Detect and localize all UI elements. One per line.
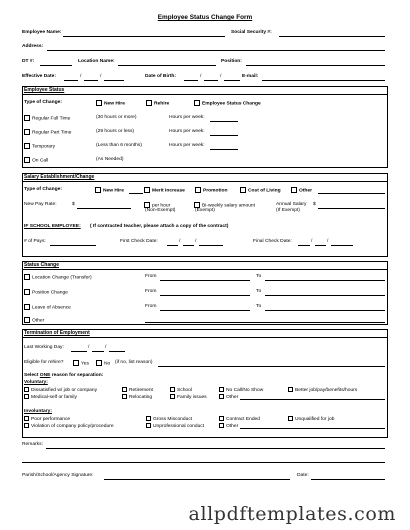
status-other-option[interactable]: Other: [24, 317, 44, 324]
annual-salary-field[interactable]: [318, 208, 385, 209]
position-to-field[interactable]: [265, 295, 385, 296]
last-day-year[interactable]: [109, 351, 125, 352]
involuntary-other-field[interactable]: [240, 428, 385, 429]
salary-type-of-change-label: Type of Change:: [24, 187, 62, 192]
employee-name-label: Employee Name:: [22, 30, 62, 35]
regular-full-time-checkbox[interactable]: [24, 115, 30, 121]
salary-new-hire-checkbox[interactable]: [95, 187, 101, 193]
better-job-checkbox[interactable]: [288, 387, 293, 392]
final-check-day[interactable]: [315, 245, 326, 246]
contract-ended-option[interactable]: Contract Ended: [219, 416, 260, 423]
leave-from-field[interactable]: [160, 310, 250, 311]
to-label: To: [256, 274, 262, 279]
status-change-section: [22, 261, 388, 325]
form-title: Employee Status Change Form: [157, 14, 253, 21]
relocating-checkbox[interactable]: [122, 394, 127, 399]
rehire-no-note: (if no, list reason): [115, 360, 153, 365]
termination-title: Termination of Employment: [24, 330, 90, 336]
final-check-year[interactable]: [331, 245, 353, 246]
part-time-hours-note: (29 hours or less): [96, 129, 135, 134]
better-job-option[interactable]: Better job/pay/benefits/hours: [288, 387, 357, 394]
date-slash: /: [195, 239, 197, 244]
voluntary-other-option[interactable]: Other: [219, 394, 238, 401]
promotion-option[interactable]: Promotion: [195, 187, 227, 194]
promotion-checkbox[interactable]: [195, 187, 201, 193]
poor-performance-checkbox[interactable]: [24, 416, 29, 421]
effective-date-day[interactable]: [84, 80, 98, 81]
email-label: E-mail:: [242, 74, 259, 79]
merit-increase-option[interactable]: Merit Increase: [144, 187, 185, 194]
dissatisfied-option[interactable]: Dissatisfied w/ job or company: [24, 387, 97, 394]
email-field[interactable]: [262, 80, 385, 81]
salary-new-hire-blank: [129, 193, 143, 194]
leave-to-field[interactable]: [265, 310, 385, 311]
rehire-yes-option[interactable]: Yes: [73, 360, 89, 367]
date-slash: /: [327, 239, 329, 244]
unqualified-option[interactable]: Unqualified for job: [288, 416, 334, 423]
date-slash: /: [179, 239, 181, 244]
employee-status-section: [22, 86, 388, 168]
date-label: Date:: [297, 473, 309, 478]
date-slash: /: [220, 74, 222, 79]
effective-date-year[interactable]: [104, 80, 124, 81]
part-time-hours-field[interactable]: [210, 135, 238, 136]
ssn-field[interactable]: [279, 36, 385, 37]
date-slash: /: [311, 239, 313, 244]
voluntary-other-field[interactable]: [240, 399, 385, 400]
location-from-field[interactable]: [160, 280, 250, 281]
policy-violation-checkbox[interactable]: [24, 423, 29, 428]
temporary-checkbox[interactable]: [24, 143, 30, 149]
temporary-hours-field[interactable]: [210, 149, 238, 150]
from-label: From: [145, 289, 157, 294]
family-issues-checkbox[interactable]: [170, 394, 175, 399]
location-name-field[interactable]: [118, 65, 216, 66]
unprofessional-conduct-checkbox[interactable]: [146, 423, 151, 428]
last-working-day-label: Last Working Day:: [24, 345, 64, 350]
salary-other-checkbox[interactable]: [291, 187, 297, 193]
rehire-reason-field[interactable]: [158, 366, 385, 367]
no-call-no-show-checkbox[interactable]: [219, 387, 224, 392]
new-pay-rate-field[interactable]: [77, 208, 131, 209]
new-hire-option[interactable]: New Hire: [96, 100, 125, 107]
date-slash: /: [80, 74, 82, 79]
full-time-hours-field[interactable]: [210, 121, 238, 122]
leave-of-absence-checkbox[interactable]: [24, 304, 30, 310]
voluntary-label: Voluntary:: [24, 380, 48, 385]
salary-other-option[interactable]: Other: [291, 187, 312, 194]
from-label: From: [145, 304, 157, 309]
last-day-day[interactable]: [92, 351, 104, 352]
remarks-field-2[interactable]: [22, 462, 385, 463]
medical-option[interactable]: Medical-self or family: [24, 394, 77, 401]
salary-other-field[interactable]: [318, 193, 385, 194]
divider: [22, 337, 388, 338]
location-to-field[interactable]: [265, 280, 385, 281]
poor-performance-option[interactable]: Poor performance: [24, 416, 70, 423]
date-slash: /: [88, 345, 90, 350]
family-issues-option[interactable]: Family issues: [170, 394, 207, 401]
num-pays-label: # of Pays:: [24, 239, 46, 244]
num-pays-field[interactable]: [50, 245, 96, 246]
date-slash: /: [200, 74, 202, 79]
rehire-no-option[interactable]: No: [96, 360, 110, 367]
dob-day[interactable]: [204, 80, 218, 81]
effective-date-month[interactable]: [64, 80, 78, 81]
address-field[interactable]: [47, 50, 385, 51]
hours-per-week-label: Hours per week:: [169, 143, 205, 148]
first-check-day[interactable]: [183, 245, 194, 246]
dt-field[interactable]: [40, 65, 72, 66]
per-hour-option[interactable]: per hour: [144, 202, 170, 209]
employee-status-title: Employee Status: [24, 87, 65, 93]
type-of-change-label: Type of Change:: [24, 100, 62, 105]
watermark: allpdftemplates.com: [188, 503, 396, 525]
on-call-checkbox[interactable]: [24, 157, 30, 163]
dollar-sign: $: [313, 202, 316, 207]
medical-checkbox[interactable]: [24, 394, 29, 399]
signature-label: Parish/School/Agency Signature:: [22, 473, 94, 478]
dissatisfied-checkbox[interactable]: [24, 387, 29, 392]
school-employee-note: ( If contracted teacher, please attach a copy of the contract): [90, 224, 229, 229]
rehire-yes-checkbox[interactable]: [73, 360, 79, 366]
unprofessional-conduct-option[interactable]: Unprofessional conduct: [146, 423, 204, 430]
cost-of-living-option[interactable]: Cost of Living: [240, 187, 281, 194]
date-field[interactable]: [311, 479, 385, 480]
hours-per-week-label: Hours per week:: [169, 129, 205, 134]
from-label: From: [145, 274, 157, 279]
gross-misconduct-option[interactable]: Gross Misconduct: [146, 416, 192, 423]
location-change-checkbox[interactable]: [24, 274, 30, 280]
remarks-label: Remarks:: [22, 442, 43, 447]
temporary-hours-note: (Less than 6 months): [96, 143, 142, 148]
new-hire-checkbox[interactable]: [96, 100, 102, 106]
retirement-checkbox[interactable]: [122, 387, 127, 392]
leave-of-absence-option[interactable]: Leave of Absence: [24, 304, 71, 311]
date-slash: /: [100, 74, 102, 79]
location-change-option[interactable]: Location Change (Transfer): [24, 274, 92, 281]
divider: [22, 94, 388, 95]
position-change-checkbox[interactable]: [24, 289, 30, 295]
voluntary-other-checkbox[interactable]: [219, 394, 224, 399]
hours-per-week-label: Hours per week:: [169, 115, 205, 120]
position-field[interactable]: [246, 65, 385, 66]
rehire-option[interactable]: Rehire: [146, 100, 169, 107]
final-check-month[interactable]: [298, 245, 310, 246]
address-label: Address:: [22, 44, 44, 49]
employee-name-field[interactable]: [63, 36, 225, 37]
position-from-field[interactable]: [160, 295, 250, 296]
merit-increase-checkbox[interactable]: [144, 187, 150, 193]
regular-full-time-option[interactable]: Regular Full Time: [24, 115, 70, 122]
dob-year[interactable]: [224, 80, 240, 81]
school-option[interactable]: School: [170, 387, 192, 394]
full-time-hours-note: (30 hours or more): [96, 115, 137, 120]
on-call-note: (As Needed): [96, 157, 124, 162]
first-check-date-label: First Check Date:: [120, 239, 158, 244]
to-label: To: [256, 304, 262, 309]
status-change-option[interactable]: Employee Status Change: [194, 100, 261, 107]
policy-violation-option[interactable]: Violation of company policy/procedure: [24, 423, 114, 430]
dt-label: DT #:: [22, 59, 35, 64]
date-of-birth-label: Date of Birth:: [145, 74, 176, 79]
divider: [22, 269, 388, 270]
relocating-option[interactable]: Relocating: [122, 394, 152, 401]
retirement-option[interactable]: Retirement: [122, 387, 153, 394]
gross-misconduct-checkbox[interactable]: [146, 416, 151, 421]
dob-month[interactable]: [184, 80, 198, 81]
involuntary-label: Involuntary:: [24, 409, 52, 414]
position-label: Position:: [221, 59, 242, 64]
status-change-title: Status Change: [24, 262, 60, 268]
ssn-label: Social Security #:: [231, 30, 272, 35]
status-other-checkbox[interactable]: [24, 317, 30, 323]
unqualified-checkbox[interactable]: [288, 416, 293, 421]
remarks-field-1[interactable]: [46, 448, 385, 449]
non-exempt-note: (Non-Exempt): [145, 208, 176, 213]
school-checkbox[interactable]: [170, 387, 175, 392]
school-employee-label: IF SCHOOL EMPLOYEE:: [24, 224, 81, 229]
exempt-note: (Exempt): [195, 208, 215, 213]
annual-salary-label: Annual Salary: [276, 202, 307, 207]
final-check-date-label: Final Check Date:: [253, 239, 292, 244]
no-call-no-show-option[interactable]: No Call/No Show: [219, 387, 263, 394]
divider: [22, 181, 388, 182]
select-reason-label: Select ONE reason for separation:: [24, 373, 104, 378]
signature-field[interactable]: [104, 479, 290, 480]
cost-of-living-checkbox[interactable]: [240, 187, 246, 193]
salary-new-hire-option[interactable]: New Hire: [95, 187, 124, 194]
regular-part-time-option[interactable]: Regular Part Time: [24, 129, 71, 136]
regular-part-time-checkbox[interactable]: [24, 129, 30, 135]
position-change-option[interactable]: Position Change: [24, 289, 68, 296]
rehire-checkbox[interactable]: [146, 100, 152, 106]
involuntary-other-option[interactable]: Other: [219, 423, 238, 430]
first-check-year[interactable]: [199, 245, 223, 246]
effective-date-label: Effective Date:: [22, 74, 56, 79]
involuntary-other-checkbox[interactable]: [219, 423, 224, 428]
new-pay-rate-label: New Pay Rate:: [24, 202, 57, 207]
temporary-option[interactable]: Temporary: [24, 143, 55, 150]
first-check-month[interactable]: [167, 245, 178, 246]
last-day-month[interactable]: [71, 351, 87, 352]
contract-ended-checkbox[interactable]: [219, 416, 224, 421]
salary-title: Salary Establishment/Change: [24, 174, 95, 180]
date-slash: /: [105, 345, 107, 350]
biweekly-option[interactable]: Bi-weekly salary amount: [194, 202, 255, 209]
status-other-field[interactable]: [145, 322, 385, 323]
status-change-checkbox[interactable]: [194, 100, 200, 106]
rehire-no-checkbox[interactable]: [96, 360, 102, 366]
to-label: To: [256, 289, 262, 294]
dollar-sign: $: [72, 202, 75, 207]
eligible-rehire-label: Eligible for rehire?: [24, 360, 64, 365]
on-call-option[interactable]: On Call: [24, 157, 48, 164]
if-exempt-note: (If Exempt): [276, 208, 300, 213]
location-name-label: Location Name:: [78, 59, 115, 64]
